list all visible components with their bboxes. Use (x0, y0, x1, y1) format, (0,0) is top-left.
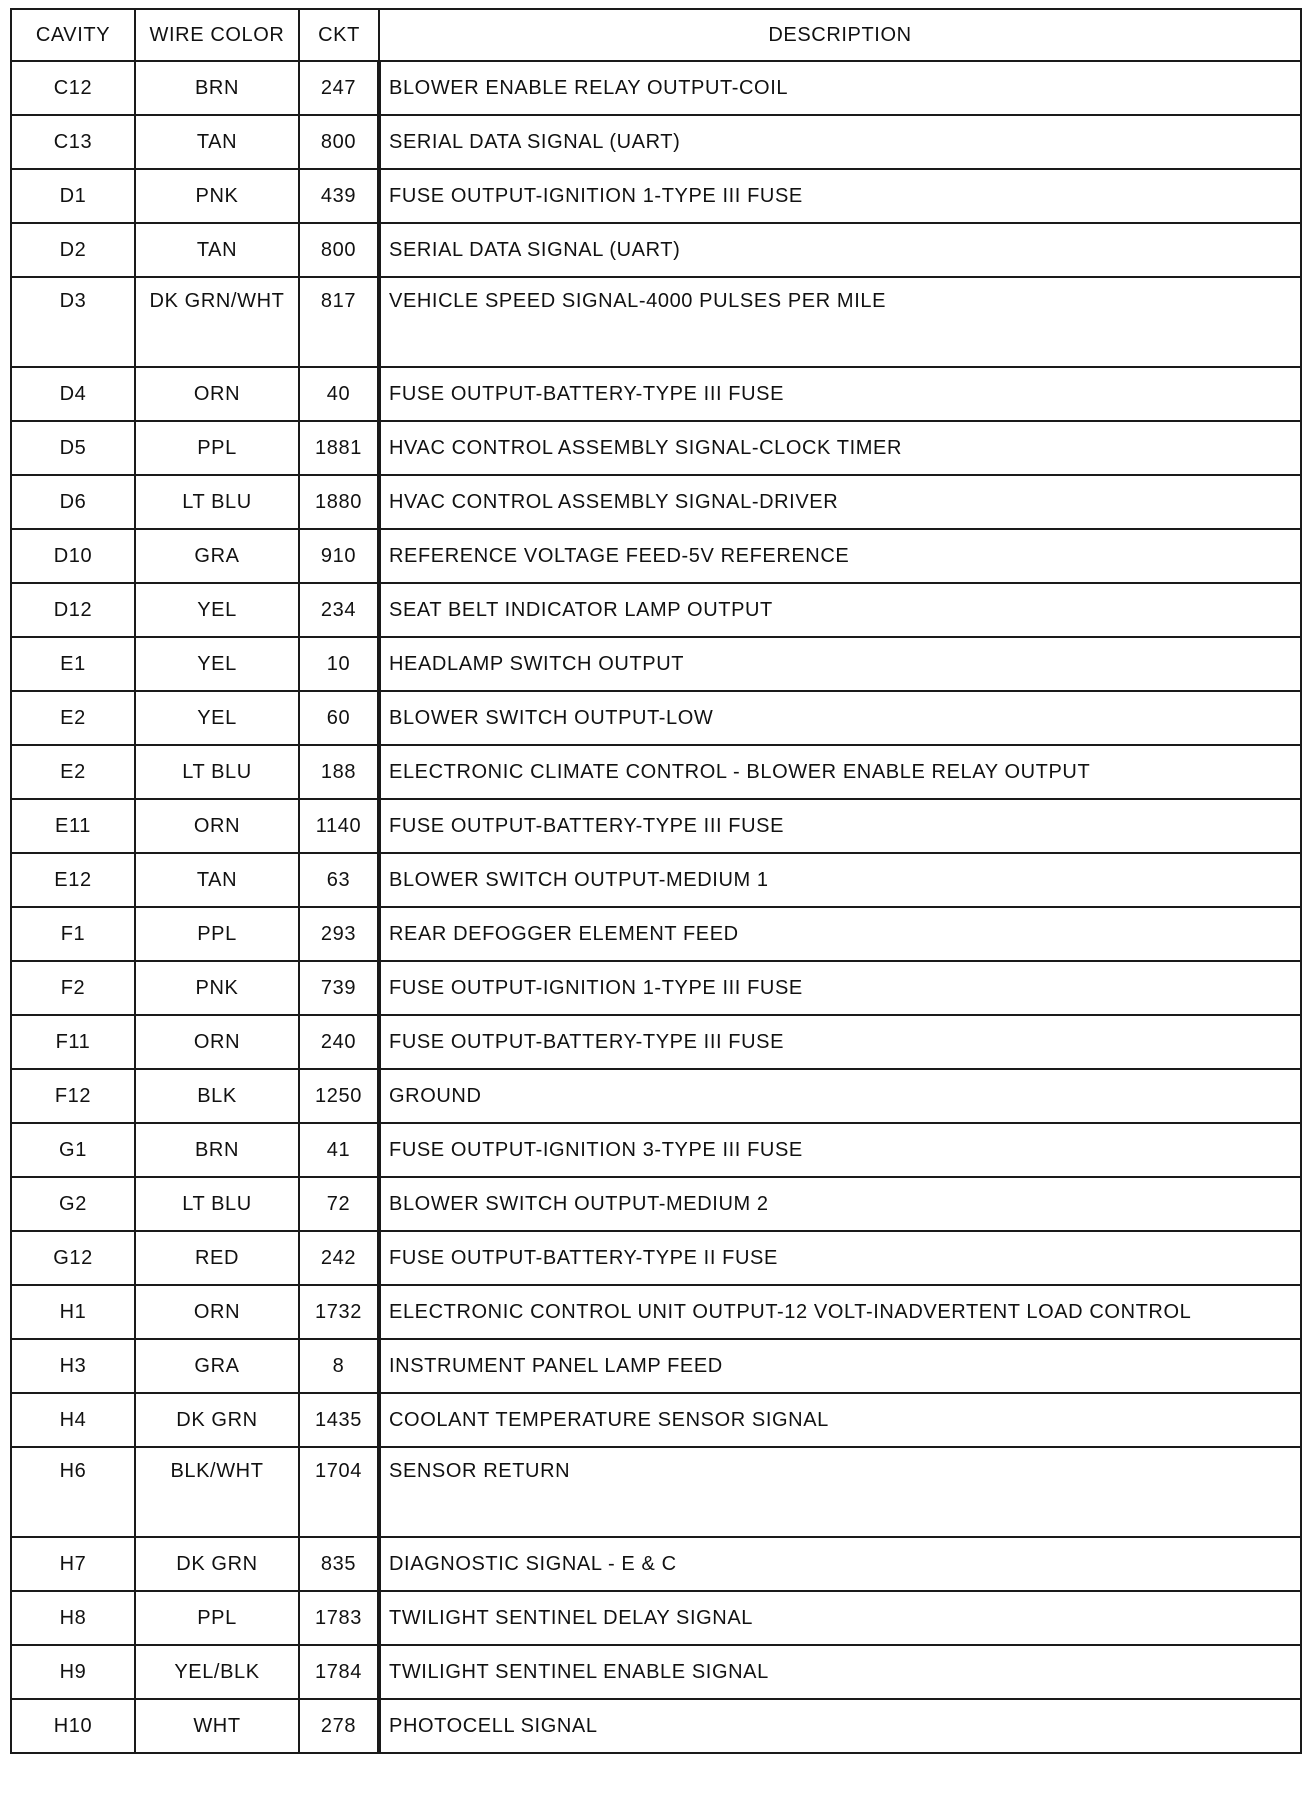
cell-cavity: G12 (11, 1231, 135, 1285)
cell-wire-color: PPL (135, 907, 299, 961)
table-header-row (11, 9, 1301, 61)
cell-cavity: D3 (11, 277, 135, 367)
cell-wire-color: ORN (135, 1285, 299, 1339)
cell-ckt: 242 (299, 1231, 379, 1285)
cell-description: ELECTRONIC CLIMATE CONTROL - BLOWER ENABLE RELAY OUTPUT (379, 745, 1301, 799)
table-row (11, 799, 1301, 853)
cell-cavity: D10 (11, 529, 135, 583)
cell-description: HVAC CONTROL ASSEMBLY SIGNAL-DRIVER (379, 475, 1301, 529)
cell-wire-color: DK GRN (135, 1537, 299, 1591)
cell-wire-color: BRN (135, 1123, 299, 1177)
cell-description: FUSE OUTPUT-BATTERY-TYPE III FUSE (379, 1015, 1301, 1069)
table-row (11, 367, 1301, 421)
cell-ckt: 63 (299, 853, 379, 907)
cell-cavity: H10 (11, 1699, 135, 1753)
table-row (11, 637, 1301, 691)
cell-cavity: E2 (11, 691, 135, 745)
cell-ckt: 439 (299, 169, 379, 223)
table-row (11, 475, 1301, 529)
cell-ckt: 10 (299, 637, 379, 691)
table-body (11, 61, 1301, 1753)
cell-wire-color: PNK (135, 169, 299, 223)
cell-cavity: D1 (11, 169, 135, 223)
header-ckt: CKT (299, 9, 379, 61)
table-row (11, 1645, 1301, 1699)
cell-cavity: E11 (11, 799, 135, 853)
cell-ckt: 40 (299, 367, 379, 421)
table-row (11, 1339, 1301, 1393)
cell-wire-color: RED (135, 1231, 299, 1285)
table-row (11, 691, 1301, 745)
cell-description: HVAC CONTROL ASSEMBLY SIGNAL-CLOCK TIMER (379, 421, 1301, 475)
cell-wire-color: ORN (135, 799, 299, 853)
cell-description: BLOWER SWITCH OUTPUT-LOW (379, 691, 1301, 745)
cell-ckt: 1732 (299, 1285, 379, 1339)
cell-wire-color: ORN (135, 367, 299, 421)
table-row (11, 1447, 1301, 1537)
cell-ckt: 800 (299, 223, 379, 277)
table-row (11, 907, 1301, 961)
cell-cavity: H7 (11, 1537, 135, 1591)
cell-ckt: 817 (299, 277, 379, 367)
cell-description: SERIAL DATA SIGNAL (UART) (379, 223, 1301, 277)
cell-description: COOLANT TEMPERATURE SENSOR SIGNAL (379, 1393, 1301, 1447)
cell-description: DIAGNOSTIC SIGNAL - E & C (379, 1537, 1301, 1591)
cell-wire-color: YEL (135, 583, 299, 637)
cell-cavity: H8 (11, 1591, 135, 1645)
table-row (11, 169, 1301, 223)
cell-ckt: 1704 (299, 1447, 379, 1537)
cell-description: REFERENCE VOLTAGE FEED-5V REFERENCE (379, 529, 1301, 583)
table-row (11, 853, 1301, 907)
table-row (11, 1069, 1301, 1123)
cell-ckt: 1250 (299, 1069, 379, 1123)
cell-description: GROUND (379, 1069, 1301, 1123)
cell-description: BLOWER SWITCH OUTPUT-MEDIUM 2 (379, 1177, 1301, 1231)
cell-description: HEADLAMP SWITCH OUTPUT (379, 637, 1301, 691)
cell-description: FUSE OUTPUT-BATTERY-TYPE II FUSE (379, 1231, 1301, 1285)
cell-cavity: G1 (11, 1123, 135, 1177)
table-row (11, 1699, 1301, 1753)
cell-wire-color: PPL (135, 1591, 299, 1645)
cell-wire-color: YEL (135, 691, 299, 745)
cell-cavity: D2 (11, 223, 135, 277)
cell-wire-color: YEL/BLK (135, 1645, 299, 1699)
table-row (11, 421, 1301, 475)
table-row (11, 223, 1301, 277)
connector-pinout-sheet (10, 8, 1300, 1754)
cell-cavity: H6 (11, 1447, 135, 1537)
cell-description: ELECTRONIC CONTROL UNIT OUTPUT-12 VOLT-INADVERTENT LOAD CONTROL (379, 1285, 1301, 1339)
cell-ckt: 739 (299, 961, 379, 1015)
cell-cavity: D5 (11, 421, 135, 475)
header-wire-color: WIRE COLOR (135, 9, 299, 61)
cell-cavity: C13 (11, 115, 135, 169)
table-row (11, 1537, 1301, 1591)
cell-wire-color: PPL (135, 421, 299, 475)
cell-wire-color: BLK/WHT (135, 1447, 299, 1537)
table-row (11, 1231, 1301, 1285)
cell-ckt: 800 (299, 115, 379, 169)
cell-ckt: 41 (299, 1123, 379, 1177)
cell-ckt: 278 (299, 1699, 379, 1753)
cell-cavity: D12 (11, 583, 135, 637)
cell-description: INSTRUMENT PANEL LAMP FEED (379, 1339, 1301, 1393)
table-row (11, 1285, 1301, 1339)
header-description: DESCRIPTION (379, 9, 1301, 61)
cell-ckt: 234 (299, 583, 379, 637)
cell-ckt: 1880 (299, 475, 379, 529)
cell-wire-color: DK GRN/WHT (135, 277, 299, 367)
table-row (11, 745, 1301, 799)
cell-description: FUSE OUTPUT-BATTERY-TYPE III FUSE (379, 799, 1301, 853)
cell-ckt: 293 (299, 907, 379, 961)
table-row (11, 583, 1301, 637)
table-row (11, 1393, 1301, 1447)
cell-wire-color: GRA (135, 529, 299, 583)
cell-description: BLOWER SWITCH OUTPUT-MEDIUM 1 (379, 853, 1301, 907)
table-row (11, 115, 1301, 169)
cell-cavity: H1 (11, 1285, 135, 1339)
cell-description: TWILIGHT SENTINEL ENABLE SIGNAL (379, 1645, 1301, 1699)
cell-wire-color: ORN (135, 1015, 299, 1069)
cell-ckt: 247 (299, 61, 379, 115)
cell-cavity: H9 (11, 1645, 135, 1699)
cell-ckt: 188 (299, 745, 379, 799)
cell-description: VEHICLE SPEED SIGNAL-4000 PULSES PER MILE (379, 277, 1301, 367)
cell-wire-color: TAN (135, 223, 299, 277)
cell-wire-color: TAN (135, 853, 299, 907)
cell-description: TWILIGHT SENTINEL DELAY SIGNAL (379, 1591, 1301, 1645)
table-row (11, 1591, 1301, 1645)
cell-description: SERIAL DATA SIGNAL (UART) (379, 115, 1301, 169)
cell-description: SEAT BELT INDICATOR LAMP OUTPUT (379, 583, 1301, 637)
cell-wire-color: LT BLU (135, 475, 299, 529)
cell-cavity: G2 (11, 1177, 135, 1231)
table-row (11, 277, 1301, 367)
cell-wire-color: TAN (135, 115, 299, 169)
cell-cavity: H3 (11, 1339, 135, 1393)
cell-ckt: 1140 (299, 799, 379, 853)
cell-cavity: E12 (11, 853, 135, 907)
cell-cavity: F2 (11, 961, 135, 1015)
cell-description: FUSE OUTPUT-BATTERY-TYPE III FUSE (379, 367, 1301, 421)
cell-cavity: F12 (11, 1069, 135, 1123)
cell-wire-color: LT BLU (135, 1177, 299, 1231)
cell-wire-color: WHT (135, 1699, 299, 1753)
cell-ckt: 1881 (299, 421, 379, 475)
cell-description: FUSE OUTPUT-IGNITION 1-TYPE III FUSE (379, 169, 1301, 223)
cell-ckt: 835 (299, 1537, 379, 1591)
cell-ckt: 240 (299, 1015, 379, 1069)
cell-ckt: 910 (299, 529, 379, 583)
table-row (11, 529, 1301, 583)
cell-wire-color: DK GRN (135, 1393, 299, 1447)
cell-description: FUSE OUTPUT-IGNITION 1-TYPE III FUSE (379, 961, 1301, 1015)
table-row (11, 1123, 1301, 1177)
cell-cavity: H4 (11, 1393, 135, 1447)
cell-wire-color: LT BLU (135, 745, 299, 799)
cell-cavity: E1 (11, 637, 135, 691)
cell-description: BLOWER ENABLE RELAY OUTPUT-COIL (379, 61, 1301, 115)
table-row (11, 61, 1301, 115)
cell-cavity: E2 (11, 745, 135, 799)
cell-description: SENSOR RETURN (379, 1447, 1301, 1537)
cell-description: REAR DEFOGGER ELEMENT FEED (379, 907, 1301, 961)
cell-wire-color: BLK (135, 1069, 299, 1123)
cell-description: PHOTOCELL SIGNAL (379, 1699, 1301, 1753)
cell-ckt: 60 (299, 691, 379, 745)
cell-description: FUSE OUTPUT-IGNITION 3-TYPE III FUSE (379, 1123, 1301, 1177)
cell-wire-color: BRN (135, 61, 299, 115)
cell-cavity: F1 (11, 907, 135, 961)
header-cavity: CAVITY (11, 9, 135, 61)
cell-wire-color: PNK (135, 961, 299, 1015)
table-row (11, 961, 1301, 1015)
cell-ckt: 8 (299, 1339, 379, 1393)
cell-cavity: D6 (11, 475, 135, 529)
connector-pinout-table (10, 8, 1302, 1754)
cell-ckt: 1784 (299, 1645, 379, 1699)
table-row (11, 1015, 1301, 1069)
cell-ckt: 1783 (299, 1591, 379, 1645)
cell-ckt: 72 (299, 1177, 379, 1231)
cell-ckt: 1435 (299, 1393, 379, 1447)
table-row (11, 1177, 1301, 1231)
cell-cavity: F11 (11, 1015, 135, 1069)
cell-cavity: C12 (11, 61, 135, 115)
cell-cavity: D4 (11, 367, 135, 421)
cell-wire-color: YEL (135, 637, 299, 691)
cell-wire-color: GRA (135, 1339, 299, 1393)
